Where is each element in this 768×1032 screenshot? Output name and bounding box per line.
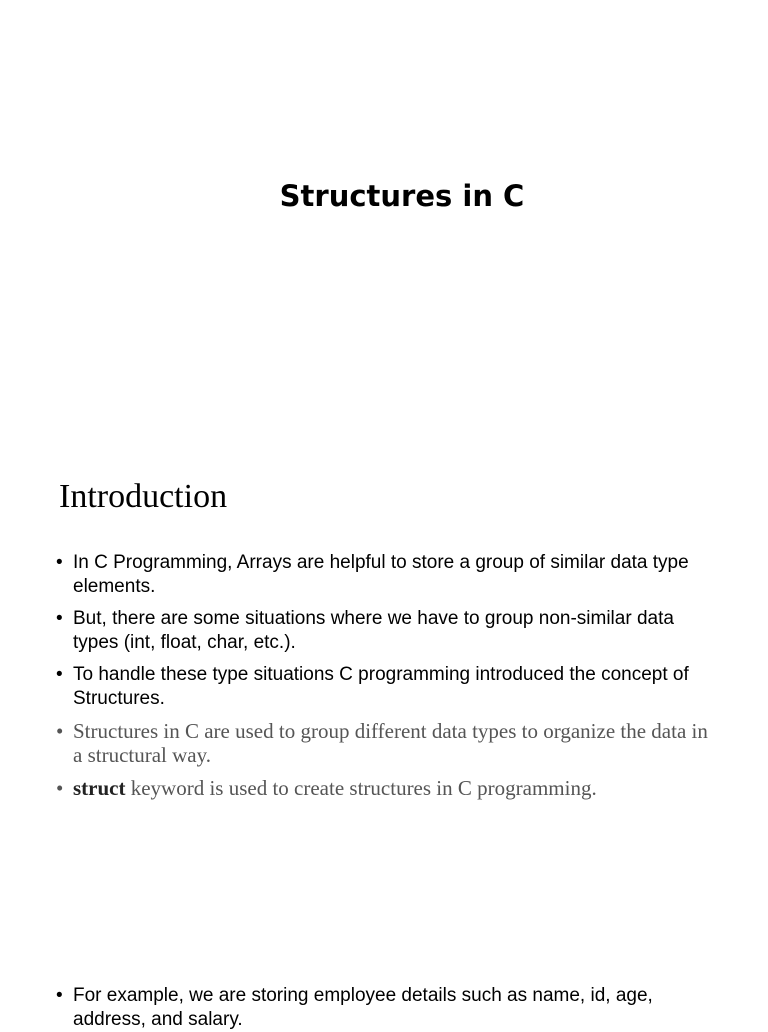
bullet-item xyxy=(56,984,716,1032)
bullet-text: keyword is used to create structures in C programming. xyxy=(125,776,597,800)
bullet-icon: • xyxy=(56,776,64,800)
bullet-text: But, there are some situations where we have to group non-similar data types (int, float, char, etc.). xyxy=(73,608,674,653)
bullet-icon: • xyxy=(56,664,63,685)
bullet-icon: • xyxy=(56,608,63,629)
bullet-text: Structures in C are used to group different data types to organize the data in a structural way. xyxy=(73,719,708,767)
bullet-icon: • xyxy=(56,985,63,1006)
bullet-item xyxy=(56,663,716,711)
bullet-text: For example, we are storing employee details such as name, id, age, address, and salary. xyxy=(73,985,653,1030)
section-heading: Introduction xyxy=(59,478,228,515)
bullet-item xyxy=(56,551,716,599)
bullet-icon: • xyxy=(56,719,64,743)
bullet-icon: • xyxy=(56,552,63,573)
bullet-item xyxy=(56,776,716,800)
bullet-item xyxy=(56,719,716,767)
slide-title: Structures in C xyxy=(279,179,525,213)
bullet-text: In C Programming, Arrays are helpful to store a group of similar data type elements. xyxy=(73,552,689,597)
bullet-item xyxy=(56,607,716,655)
keyword-text: struct xyxy=(73,776,126,800)
bullet-text: To handle these type situations C programming introduced the concept of Structures. xyxy=(73,664,689,709)
